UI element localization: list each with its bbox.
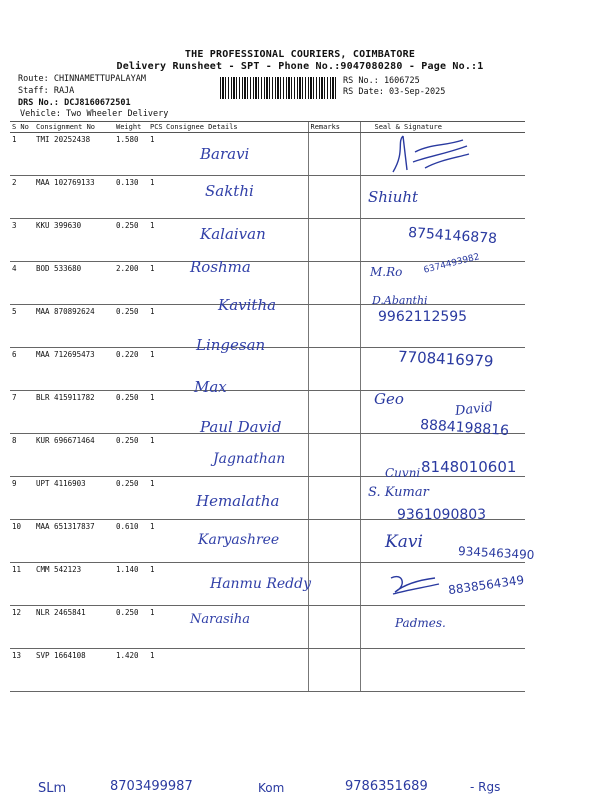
handwritten-phone: 9962112595 [378,309,468,325]
rs-date: RS Date: 03-Sep-2025 [343,87,446,97]
row-pcs: 1 [148,649,164,692]
handwritten-signature: S. Kumar [368,485,429,500]
row-weight: 1.580 [114,133,148,176]
footer-phone: 8703499987 [110,779,193,794]
handwritten-phone: 8754146878 [407,224,498,248]
row-sno: 8 [10,434,34,477]
row-weight: 0.610 [114,520,148,563]
table-row [10,649,525,692]
handwritten-signature: Kavi [385,532,423,552]
row-remarks [308,305,360,348]
row-pcs: 1 [148,219,164,262]
vehicle-label: Vehicle: Two Wheeler Delivery [20,109,169,119]
handwritten-signature: M.Ro [370,265,403,279]
handwritten-consignee-name: Paul David [200,418,282,436]
table-row [10,176,525,219]
row-weight: 0.250 [114,391,148,434]
row-pcs: 1 [148,391,164,434]
row-remarks [308,219,360,262]
handwritten-signature: Shiuht [368,188,419,206]
row-sno: 10 [10,520,34,563]
footer-note: SLm [38,781,67,796]
row-pcs: 1 [148,434,164,477]
drs-label: DRS No.: [18,98,59,108]
row-pcs: 1 [148,262,164,305]
row-sno: 11 [10,563,34,606]
handwritten-consignee-name: Jagnathan [213,451,286,467]
row-sno: 6 [10,348,34,391]
row-weight: 0.250 [114,606,148,649]
row-remarks [308,262,360,305]
row-consignment: SVP 1664108 [34,649,114,692]
handwritten-phone: 8838564349 [447,572,525,598]
row-sno: 9 [10,477,34,520]
row-weight: 0.130 [114,176,148,219]
row-consignment: KKU 399630 [34,219,114,262]
row-remarks [308,176,360,219]
handwritten-phone: 9361090803 [397,507,487,523]
handwritten-phone: 8148010601 [421,458,517,476]
table-row [10,606,525,649]
row-weight: 1.420 [114,649,148,692]
row-pcs: 1 [148,606,164,649]
row-remarks [308,606,360,649]
row-remarks [308,520,360,563]
row-remarks [308,391,360,434]
row-seal [360,649,525,692]
row-pcs: 1 [148,477,164,520]
handwritten-consignee-name: Lingesan [196,336,266,354]
handwritten-consignee-name: Max [194,378,227,396]
footer-handwriting [0,779,600,797]
handwritten-consignee-name: Baravi [200,145,250,163]
handwritten-signature: Cuvni [385,466,421,480]
row-consignment: NLR 2465841 [34,606,114,649]
row-consignment: MAA 870892624 [34,305,114,348]
handwritten-consignee-name: Kavitha [218,296,277,314]
row-remarks [308,563,360,606]
handwritten-consignee-name: Hemalatha [196,492,280,510]
handwritten-consignee-name: Hanmu Reddy [210,576,311,592]
route-label: Route: CHINNAMETTUPALAYAM [18,74,146,84]
row-consignment: MAA 102769133 [34,176,114,219]
row-pcs: 1 [148,133,164,176]
row-consignment: KUR 696671464 [34,434,114,477]
row-sno: 2 [10,176,34,219]
row-remarks [308,434,360,477]
handwritten-signature: Padmes. [395,616,446,630]
row-consignment: CMM 542123 [34,563,114,606]
row-weight: 0.220 [114,348,148,391]
footer-note: - Rgs [470,780,501,794]
row-pcs: 1 [148,305,164,348]
row-weight: 0.250 [114,219,148,262]
handwritten-signature: Geo [374,390,404,408]
row-sno: 12 [10,606,34,649]
runsheet-table [10,121,525,692]
handwritten-consignee-name: Roshma [190,258,251,276]
row-consignment: BOD 533680 [34,262,114,305]
signature-scribble [385,132,475,177]
row-sno: 3 [10,219,34,262]
row-remarks [308,348,360,391]
drs-value: DCJ8160672501 [64,98,131,108]
row-pcs: 1 [148,563,164,606]
row-remarks [308,477,360,520]
row-consignment: BLR 415911782 [34,391,114,434]
row-remarks [308,133,360,176]
document-title: THE PROFESSIONAL COURIERS, COIMBATORE [184,49,416,60]
footer-note: Kom [258,781,285,795]
row-pcs: 1 [148,176,164,219]
handwritten-consignee-name: Kalaivan [200,225,266,243]
row-weight: 0.250 [114,477,148,520]
handwritten-phone: 6374493982 [422,252,481,276]
row-sno: 5 [10,305,34,348]
row-consignment: MAA 651317837 [34,520,114,563]
col-pcs: PCS [150,123,163,131]
staff-label: Staff: RAJA [18,86,75,96]
row-weight: 2.200 [114,262,148,305]
col-remarks: Remarks [308,122,360,133]
row-sno: 1 [10,133,34,176]
row-consignment: TMI 20252438 [34,133,114,176]
row-remarks [308,649,360,692]
handwritten-signature: David [454,400,494,419]
row-pcs: 1 [148,348,164,391]
row-sno: 13 [10,649,34,692]
row-weight: 0.250 [114,305,148,348]
row-weight: 1.140 [114,563,148,606]
handwritten-phone: 8884198816 [419,416,510,440]
footer-phone: 9786351689 [345,779,428,794]
handwritten-consignee-name: Sakthi [205,182,254,200]
row-sno: 7 [10,391,34,434]
rs-number: RS No.: 1606725 [343,76,420,86]
row-consignee [164,649,308,692]
col-consignment: Consignment No [34,122,114,133]
handwritten-consignee-name: Karyashree [198,532,280,548]
row-pcs: 1 [148,520,164,563]
barcode-image [220,77,338,99]
handwritten-consignee-name: Narasiha [190,612,251,627]
col-seal: Seal & Signature [360,122,525,133]
signature-scribble [385,570,445,600]
col-weight: Weight [114,122,148,133]
row-weight: 0.250 [114,434,148,477]
row-sno: 4 [10,262,34,305]
document-subtitle: Delivery Runsheet - SPT - Phone No.:9047080280 - Page No.:1 [116,61,484,72]
handwritten-phone: 7708416979 [397,347,494,371]
col-sno: S No [10,122,34,133]
drs-number [18,98,131,108]
handwritten-signature: D.Abanthi [372,294,428,307]
table-header-row [10,122,525,133]
row-consignment: UPT 4116903 [34,477,114,520]
row-consignment: MAA 712695473 [34,348,114,391]
col-consignee: Consignee Details [164,122,308,133]
handwritten-phone: 9345463490 [457,544,535,562]
